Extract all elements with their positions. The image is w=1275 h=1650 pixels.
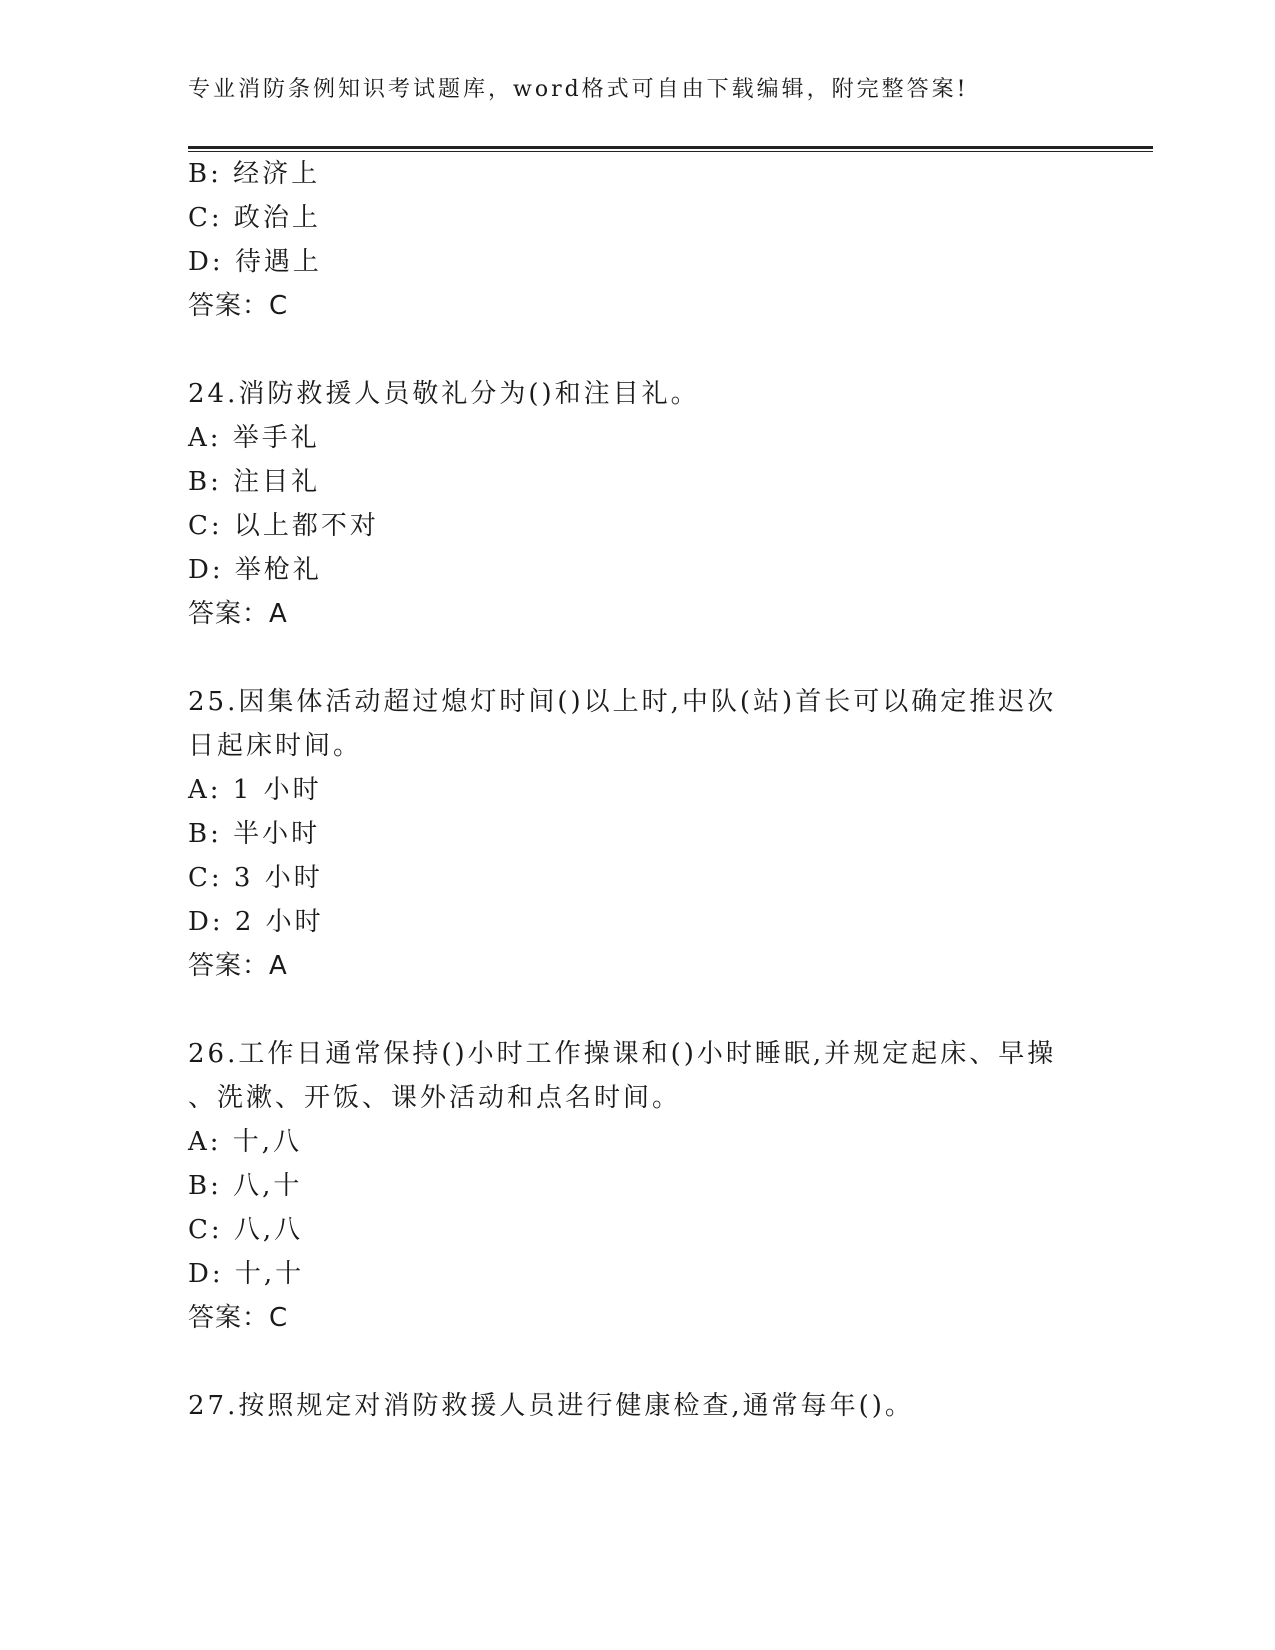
q24-option-a: A: 举手礼 [188,423,320,453]
q25-option-c: C: 3 小时 [188,863,323,893]
q25-question-line1: 25.因集体活动超过熄灯时间()以上时,中队(站)首长可以确定推迟次 [188,687,1057,717]
q26-answer: 答案：C [188,1303,289,1333]
q25-option-b: B: 半小时 [188,819,321,849]
q25-answer: 答案：A [188,951,288,981]
q26-option-a: A: 十,八 [188,1127,303,1157]
q23-answer: 答案：C [188,291,289,321]
q26-option-d: D: 十,十 [188,1259,305,1289]
q24-option-d: D: 举枪礼 [188,555,322,585]
header-rule-thin [188,151,1153,152]
q24-option-b: B: 注目礼 [188,467,321,497]
q26-option-c: C: 八,八 [188,1215,304,1245]
q24-answer: 答案：A [188,599,288,629]
page-header: 专业消防条例知识考试题库，word格式可自由下载编辑，附完整答案! [188,77,969,102]
q27-question: 27.按照规定对消防救援人员进行健康检查,通常每年()。 [188,1391,914,1421]
q25-question-line2: 日起床时间。 [188,731,363,761]
q24-option-c: C: 以上都不对 [188,511,379,541]
q25-option-d: D: 2 小时 [188,907,324,937]
q25-option-a: A: 1 小时 [188,775,322,805]
q23-option-b: B: 经济上 [188,159,321,189]
q23-option-c: C: 政治上 [188,203,321,233]
q23-option-d: D: 待遇上 [188,247,322,277]
q26-option-b: B: 八,十 [188,1171,303,1201]
q26-question-line1: 26.工作日通常保持()小时工作操课和()小时睡眠,并规定起床、早操 [188,1039,1057,1069]
q26-question-line2: 、洗漱、开饭、课外活动和点名时间。 [188,1083,682,1113]
q24-question: 24.消防救援人员敬礼分为()和注目礼。 [188,379,700,409]
header-rule-thick [188,146,1153,149]
